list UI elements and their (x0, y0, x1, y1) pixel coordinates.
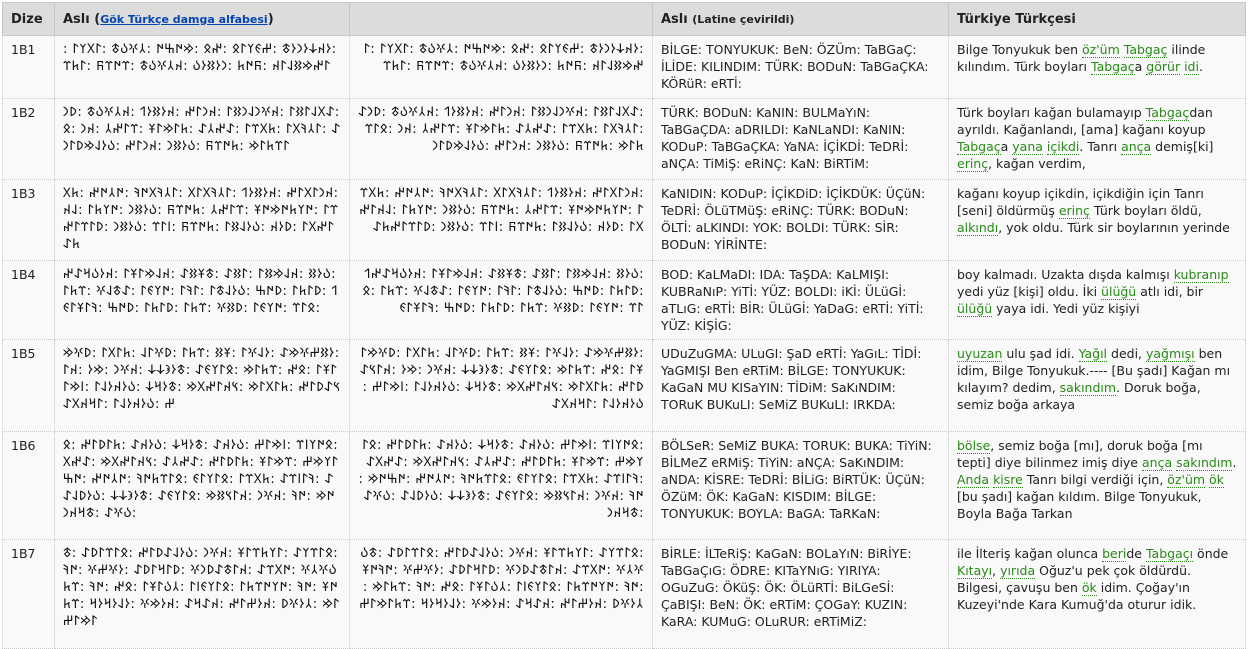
turkish-translation-cell (949, 340, 1246, 432)
translation-fragment: Türk boyları kağan bulamayıp (957, 105, 1146, 120)
latin-transcription-cell: BİRLE: İLTeRiŞ: KaGaN: BOLaYıN: BiRİYE: TaBGaÇıG: ÖDRE: KITaYNıG: YIRIYA: OGuZuG: ÖKüŞ: ÖK: ÖLüRTİ: BiLGeSİ: ÇaBIŞI: BeN: ÖK: eRTiM: ÇOGaY: KUZIN: KaRA: KUMuG: OLuRUR: eRTiMiZ: (653, 540, 949, 649)
translation-fragment: , (992, 563, 1001, 578)
row-id: 1B6 (3, 432, 55, 540)
translation-fragment: ilinde kılındım. Türk boyları (957, 42, 1206, 74)
table-row (3, 540, 1246, 649)
table-row (3, 340, 1246, 432)
glossary-link[interactable]: erinç (957, 156, 989, 171)
orkhon-text-cell-alt: :𐰋𐰇𐰠𐰾𐰼 :𐰾𐰢𐰃𐰔 :𐰉𐰆𐰴𐰀 :𐱃𐰆𐰺𐰸 :𐰉𐰆𐰴𐰀 :𐱅𐰃𐰖𐰃𐰤 :𐰋𐰃𐰠𐰢𐰔 :𐰼𐰢𐰃𐱁 :𐱅𐰃𐰖𐰃𐰤 :𐰀𐰤𐰲𐰀 :𐰽𐰴𐰃𐰤𐰓𐰢 :𐰀𐰤𐰓𐰀 :𐰚𐰃𐰾𐰼𐰀 :𐱅𐰓𐰼𐰃 :𐰋𐰃𐰠𐰃𐰏 :𐰋𐰃𐰼𐱅𐰇𐰚 :𐰇𐰲𐰇𐰤 :𐰇𐰕𐰇𐰢 :𐰇𐰚 :𐰴𐰍𐰣 :𐰴𐰃𐰽𐰑𐰢 :𐰋𐰃𐰠𐰏𐰀 :𐱃𐰆𐰪𐰸𐰸 :𐰉𐰆𐰖𐰞𐰀 :𐰉𐰍𐰀 :𐱃𐰺𐰴𐰣 (350, 432, 653, 540)
row-id: 1B4 (3, 261, 55, 340)
translation-fragment: ben idim, Bilge Tonyukuk.---- [Bu şadı] Kağan mı kılayım? dedim, (957, 346, 1231, 395)
glossary-link[interactable]: ança (1121, 139, 1152, 154)
translation-fragment: önde (1193, 546, 1229, 561)
glossary-link[interactable]: bölse (957, 438, 991, 453)
translation-fragment: boy kalmadı. Uzakta dışda kalmışı (957, 267, 1174, 282)
glossary-link[interactable]: uyuzan (957, 346, 1003, 361)
translation-fragment: kağanı koyup içikdin, içikdiğin için Tanrı [seni] öldürmüş (957, 186, 1204, 218)
turkish-translation-cell (949, 432, 1246, 540)
row-id: 1B3 (3, 180, 55, 261)
translation-fragment: yaya idi. Yedi yüz kişiyi (992, 301, 1140, 316)
glossary-link[interactable]: öz'üm (1082, 42, 1120, 57)
glossary-link[interactable]: Tabgaç (1091, 59, 1135, 74)
header-asli-orkhon: Aslı (Gök Türkçe damga alfabesi) (55, 3, 350, 36)
translation-fragment: Oğuz'u pek çok öldürdü. Bilgesi, çavuşu ben (957, 563, 1191, 595)
glossary-link[interactable]: Yağıl (1078, 346, 1108, 361)
glossary-link[interactable]: ança (1141, 455, 1173, 470)
latin-transcription-cell: BOD: KaLMaDI: IDA: TaŞDA: KaLMIŞI: KUBRaNıP: YiTİ: YÜZ: BOLDI: iKİ: ÜLüGİ: aTLıG: eRTİ: BİR: ÜLüGİ: YaDaG: eRTİ: YiTİ: YÜZ: KİŞİG: (653, 261, 949, 340)
glossary-link[interactable]: içikdi (1046, 139, 1080, 154)
orkhon-text-cell: :𐰉𐰆𐰑 :𐰴𐰞𐰢𐰑𐰃 :𐰃𐰑𐰀 :𐱃𐱁𐰑𐰀 :𐰴𐰞𐰢𐰃𐱁𐰃 :𐰴𐰆𐰉𐰺𐰀𐰤𐰯 :𐰖𐰃𐱅𐰃 :𐰖𐰇𐰕 :𐰉𐰆𐰞𐱃𐰃 :𐰃𐰚𐰃 :𐰇𐰠𐰏𐰃 :𐰀𐱃𐰞𐰍 :𐰼𐱅𐰃 :𐰋𐰃𐰼 :𐰇𐰠𐰏𐰃 :𐰖𐰑𐰍 :𐰼𐱅𐰃 :𐰖𐰃𐱅𐰃 :𐰖𐰇𐰕 :𐰚𐰃𐱁𐰃𐰏 (55, 261, 350, 340)
orkhon-text-cell-alt: :𐰆𐰴𐰸𐰆𐰣𐰆𐱃 :𐰔𐰏𐰠𐰃𐰋 :𐰤𐰋 :𐰢𐰇𐰕𐰇 :𐰲𐰍𐰉𐱃 :𐰃𐰓𐰠𐰃 :𐰃𐰤𐰢𐰑𐰞𐰃𐰴 :𐰜𐰇𐱅 :𐰣𐰆𐰑𐰆𐰉 :𐰴𐰲𐰍𐰉𐱃 :𐰼𐰇𐰼𐰜 :𐰃𐱅𐰼 (350, 36, 653, 99)
orkhon-text-cell: :𐰆𐰑𐰔𐰍𐰢𐰀 :𐰆𐰞𐰍𐰃 :𐱁𐰑 :𐰼𐱅𐰃 :𐰖𐰍𐰃𐰞 :𐱅𐰃𐰓𐰃 :𐰖𐰍𐰢𐰃𐱁𐰃 :𐰋𐰤 :𐰼𐱅𐰃𐰢 :𐰋𐰃𐰠𐰏𐰀 :𐱃𐰆𐰪𐰸𐰸 :𐰴𐰍𐰣 :𐰢𐰆 :𐰴𐰃𐰽𐰀𐰖𐰃𐰤 :𐱅𐰃𐰓𐰃𐰢 :𐰽𐰴𐰃𐰤𐰓𐰢 :𐱃𐰆𐰺𐰸 :𐰉𐰆𐰴𐰆𐰞𐰃 :𐰾𐰢𐰃𐰔 :𐰉𐰆𐰴𐰆𐰞𐰃 :𐰃𐰺𐰴𐰓𐰀 (55, 340, 350, 432)
glossary-link[interactable]: Tabgaç (1145, 105, 1190, 120)
translation-fragment: . (1232, 455, 1237, 470)
latin-transcription-cell: BÖLSeR: SeMiZ BUKA: TORUK: BUKA: TiYiN: BİLMeZ eRMiŞ: TiYiN: aNÇA: SaKıNDIM: aNDA: KİSRE: TeDRİ: BİLiG: BiRTÜK: ÜÇüN: ÖZüM: ÖK: KaGaN: KISDIM: BİLGE: TONYUKUK: BOYLA: BaGA: TaRKaN: (653, 432, 949, 540)
header-asli-orkhon-2 (350, 3, 653, 36)
glossary-link[interactable]: ök (1209, 472, 1224, 487)
glossary-link[interactable]: ülüğü (957, 301, 993, 316)
latin-transcription-cell: BİLGE: TONYUKUK: BeN: ÖZÜm: TaBGaÇ: İLİDE: KILINDIM: TÜRK: BODuN: TaBGaÇKA: KÖRüR: eRTİ: (653, 36, 949, 99)
translation-fragment: , kağan verdim, (988, 156, 1086, 171)
translation-fragment: demiş[ki] (1151, 139, 1214, 154)
translation-fragment: [bu şadı] kağan kıldım. Bilge Tonyukuk, Boyla Bağa Tarkan (957, 489, 1202, 521)
turkish-translation-cell (949, 36, 1246, 99)
turkish-translation-cell (949, 99, 1246, 180)
orkhon-text-cell-alt: :𐰀𐰓𐰞𐰃𐰑𐰃 :𐰴𐰍𐰣𐰞𐰣𐰑𐰃 :𐰴𐰣𐰃𐰤 :𐰴𐰆𐰑𐰆𐰯 :𐰴𐰲𐰍𐰉𐱃 :𐰖𐰣𐰀 :𐰃𐰲𐰚𐰓𐰃 :𐱅𐰓𐰼𐰃 :𐰀𐰤𐰲𐰀 :𐱅𐰃𐰢𐰃𐱁 :𐰼𐰃𐰤𐰲 :𐰴𐰣 :𐰋𐰃𐰼𐱅𐰃𐰢 :𐱅𐰇𐰼𐰜 :𐰉𐰆𐰑𐰣 :𐰴𐰣𐰃𐰤 :𐰉𐰆𐰞𐰢𐰖𐰃𐰣 (350, 99, 653, 180)
table-row (3, 261, 1246, 340)
latin-transcription-cell: TÜRK: BODuN: KaNIN: BULMaYıN: TaBGaÇDA: aDRILDI: KaNLaNDI: KaNIN: KODuP: TaBGaÇKA: YaNA: İÇİKDİ: TeDRİ: aNÇA: TiMiŞ: eRiNÇ: KaN: BiRTiM: (653, 99, 949, 180)
glossary-link[interactable]: sakındım (1059, 380, 1117, 395)
glossary-link[interactable]: ülüğü (1101, 284, 1137, 299)
translation-fragment: a (1000, 139, 1013, 154)
glossary-link[interactable]: kisre (993, 472, 1023, 487)
orkhon-text-cell: :𐰋𐰃𐰼𐰠𐰀 :𐰃𐰠𐱅𐰼𐰃𐱁 :𐰴𐰍𐰣 :𐰉𐰆𐰞𐰀𐰖𐰃𐰤 :𐰋𐰃𐰼𐰃𐰖𐰀 :𐱃𐰉𐰍𐰲𐰍 :𐰇𐰓𐰼𐰀 :𐰴𐰃𐱃𐰀𐰖𐰣𐰍 :𐰖𐰃𐰺𐰃𐰖𐰀 :𐰆𐰍𐰔𐰍 :𐰇𐰚𐰇𐱁 :𐰇𐰚 :𐰇𐰠𐰇𐰼𐱅𐰃 :𐰋𐰃𐰠𐰏𐰾𐰃 :𐰲𐰉𐰃𐱁𐰃 :𐰋𐰤 :𐰇𐰚 :𐰼𐱅𐰃𐰢 :𐰲𐰆𐰍𐰖 :𐰴𐰆𐰔𐰃𐰤 :𐰴𐰀𐰺𐰀 :𐰴𐰆𐰢𐰍 :𐰆𐰞𐰆𐰺𐰆𐰺 :𐰼𐱅𐰃𐰢𐰃𐰔 (55, 540, 350, 649)
translation-fragment: dan ayrıldı. Kağanlandı, [ama] kağanı koyup (957, 105, 1213, 137)
translation-fragment: idim. Çoğay'ın Kuzeyi'nde Kara Kumuğ'da oturur idik. (957, 580, 1197, 612)
glossary-link[interactable]: Anda (957, 472, 990, 487)
glossary-link[interactable]: idi (1184, 59, 1199, 74)
orkhon-text-cell-alt: :𐰋𐰃𐰼𐰠𐰀 :𐰃𐰠𐱅𐰼𐰃𐱁 :𐰴𐰍𐰣 :𐰉𐰆𐰞𐰀𐰖𐰃𐰤 :𐰋𐰃𐰼𐰃𐰖𐰀 :𐱃𐰉𐰍𐰲𐰍 :𐰇𐰓𐰼𐰀 :𐰴𐰃𐱃𐰀𐰖𐰣𐰍 :𐰖𐰃𐰺𐰃𐰖𐰀 :𐰆𐰍𐰔𐰍 :𐰇𐰚𐰇𐱁 :𐰇𐰚 :𐰇𐰠𐰇𐰼𐱅𐰃 :𐰋𐰃𐰠𐰏𐰾𐰃 :𐰲𐰉𐰃𐱁𐰃 :𐰋𐰤 :𐰇𐰚 :𐰼𐱅𐰃𐰢 :𐰲𐰆𐰍𐰖 :𐰴𐰆𐰔𐰃𐰤 :𐰴𐰀𐰺𐰀 :𐰴𐰆𐰢𐰍 :𐰆𐰞𐰆𐰺𐰆𐰺 :𐰼𐱅𐰃𐰢𐰃𐰔 (350, 540, 653, 649)
glossary-link[interactable]: beri (1102, 546, 1127, 561)
glossary-link[interactable]: Tabgaç (957, 139, 1001, 154)
translation-fragment: atlı idi, bir (1136, 284, 1204, 299)
translation-fragment: . (1198, 59, 1203, 74)
translation-fragment: ulu şad idi. (1002, 346, 1079, 361)
table-row (3, 36, 1246, 99)
glossary-link[interactable]: yana (1012, 139, 1043, 154)
glossary-link[interactable]: yırıda (1000, 563, 1036, 578)
row-id: 1B5 (3, 340, 55, 432)
translation-fragment: , yok oldu. Türk sir boylarının yerinde (998, 220, 1230, 235)
orkhon-text-cell-alt: :𐰴𐰣𐰃𐰓𐰃𐰤 :𐰴𐰆𐰑𐰆𐰯 :𐰃𐰲𐰚𐰓𐰃𐰓 :𐰃𐰲𐰚𐰓𐰇𐰚 :𐰇𐰲𐰇𐰤 :𐱅𐰓𐰼𐰃 :𐰇𐰠𐱅𐰇𐰢𐰇𐱁 :𐰼𐰃𐰤𐰲 :𐱅𐰇𐰼𐰜 :𐰉𐰆𐰑𐰣 :𐰇𐰠𐱅𐰃 :𐰞𐰴𐰃𐰤𐰓𐰃 :𐰖𐰆𐰴 :𐰉𐰆𐰞𐰑𐰃 :𐱅𐰇𐰼𐰜 :𐰾𐰃𐰼 :𐰉𐰆𐰑𐰣 :𐰖𐰃𐰼𐰃𐰤𐱅𐰀 (350, 180, 653, 261)
header-asli-latin-label: Aslı (661, 11, 688, 27)
translation-fragment: Türk boyları öldü, (1089, 203, 1202, 218)
glossary-link[interactable]: sakındım (1176, 455, 1233, 470)
glossary-link[interactable]: kubranıp (1173, 267, 1229, 282)
glossary-link[interactable]: erinç (1058, 203, 1090, 218)
glossary-link[interactable]: ök (1081, 580, 1097, 595)
table-header-row (3, 3, 1246, 36)
table-row (3, 180, 1246, 261)
turkish-translation-cell (949, 180, 1246, 261)
translation-fragment: de (1126, 546, 1146, 561)
row-id: 1B7 (3, 540, 55, 649)
translation-fragment: ile İlteriş kağan olunca (957, 546, 1103, 561)
header-asli-latin (653, 3, 949, 36)
header-turkiye-turkcesi: Türkiye Türkçesi (949, 3, 1246, 36)
turkish-translation-cell (949, 261, 1246, 340)
translation-fragment: Tanrı bilgi verdiği için, (1022, 472, 1168, 487)
inscription-table (2, 2, 1246, 649)
orkhon-text-cell: :𐰀𐰓𐰞𐰃𐰑𐰃 :𐰴𐰍𐰣𐰞𐰣𐰑𐰃 :𐰴𐰣𐰃𐰤 :𐰴𐰆𐰑𐰆𐰯 :𐰴𐰲𐰍𐰉𐱃 :𐰖𐰣𐰀 :𐰃𐰲𐰚𐰓𐰃 :𐱅𐰓𐰼𐰃 :𐰀𐰤𐰲𐰀 :𐱅𐰃𐰢𐰃𐱁 :𐰼𐰃𐰤𐰲 :𐰴𐰣 :𐰋𐰃𐰼𐱅𐰃𐰢 :𐱅𐰇𐰼𐰜 :𐰉𐰆𐰑𐰣 :𐰴𐰣𐰃𐰤 :𐰉𐰆𐰞𐰢𐰖𐰃𐰣 (55, 99, 350, 180)
translation-fragment: Bilge Tonyukuk ben (957, 42, 1083, 57)
translation-fragment: . Doruk boğa, semiz boğa arkaya (957, 380, 1201, 412)
row-id: 1B2 (3, 99, 55, 180)
glossary-link[interactable]: görür (1146, 59, 1181, 74)
glossary-link[interactable]: öz'üm (1167, 472, 1206, 487)
orkhon-text-cell-alt: :𐰆𐰑𐰔𐰍𐰢𐰀 :𐰆𐰞𐰍𐰃 :𐱁𐰑 :𐰼𐱅𐰃 :𐰖𐰍𐰃𐰞 :𐱅𐰃𐰓𐰃 :𐰖𐰍𐰢𐰃𐱁𐰃 :𐰋𐰤 :𐰼𐱅𐰃𐰢 :𐰋𐰃𐰠𐰏𐰀 :𐱃𐰆𐰪𐰸𐰸 :𐰴𐰍𐰣 :𐰢𐰆 :𐰴𐰃𐰽𐰀𐰖𐰃𐰤 :𐱅𐰃𐰓𐰃𐰢 :𐰽𐰴𐰃𐰤𐰓𐰢 :𐱃𐰆𐰺𐰸 :𐰉𐰆𐰴𐰆𐰞𐰃 :𐰾𐰢𐰃𐰔 :𐰉𐰆𐰴𐰆𐰞𐰃 :𐰃𐰺𐰴𐰓𐰀 (350, 340, 653, 432)
orkhon-text-cell: :𐰴𐰣𐰃𐰓𐰃𐰤 :𐰴𐰆𐰑𐰆𐰯 :𐰃𐰲𐰚𐰓𐰃𐰓 :𐰃𐰲𐰚𐰓𐰇𐰚 :𐰇𐰲𐰇𐰤 :𐱅𐰓𐰼𐰃 :𐰇𐰠𐱅𐰇𐰢𐰇𐱁 :𐰼𐰃𐰤𐰲 :𐱅𐰇𐰼𐰜 :𐰉𐰆𐰑𐰣 :𐰇𐰠𐱅𐰃 :𐰞𐰴𐰃𐰤𐰓𐰃 :𐰖𐰆𐰴 :𐰉𐰆𐰞𐰑𐰃 :𐱅𐰇𐰼𐰜 :𐰾𐰃𐰼 :𐰉𐰆𐰑𐰣 :𐰖𐰃𐰼𐰃𐰤𐱅𐰀 (55, 180, 350, 261)
translation-fragment: yedi yüz [kişi] oldu. İki (957, 284, 1102, 299)
translation-fragment: dedi, (1107, 346, 1146, 361)
translation-fragment: . Tanrı (1079, 139, 1122, 154)
orkhon-text-cell-alt: :𐰉𐰆𐰑 :𐰴𐰞𐰢𐰑𐰃 :𐰃𐰑𐰀 :𐱃𐱁𐰑𐰀 :𐰴𐰞𐰢𐰃𐱁𐰃 :𐰴𐰆𐰉𐰺𐰀𐰤𐰯 :𐰖𐰃𐱅𐰃 :𐰖𐰇𐰕 :𐰉𐰆𐰞𐱃𐰃 :𐰃𐰚𐰃 :𐰇𐰠𐰏𐰃 :𐰀𐱃𐰞𐰍 :𐰼𐱅𐰃 :𐰋𐰃𐰼 :𐰇𐰠𐰏𐰃 :𐰖𐰑𐰍 :𐰼𐱅𐰃 :𐰖𐰃𐱅𐰃 :𐰖𐰇𐰕 :𐰚𐰃𐱁𐰃𐰏 (350, 261, 653, 340)
latin-transcription-cell: UDuZuGMA: ULuGI: ŞaD eRTİ: YaGıL: TİDİ: YaGMIŞI Ben eRTiM: BİLGE: TONYUKUK: KaGaN MU KISaYIN: TİDiM: SaKıNDIM: TORuK BUKuLI: SeMiZ BUKuLI: IRKDA: (653, 340, 949, 432)
glossary-link[interactable]: yağmışı (1145, 346, 1195, 361)
row-id: 1B1 (3, 36, 55, 99)
glossary-link[interactable]: Tabgaç (1123, 42, 1168, 57)
latin-transcription-cell: KaNIDIN: KODuP: İÇİKDiD: İÇİKDÜK: ÜÇüN: TeDRİ: ÖLüTMüŞ: eRiNÇ: TÜRK: BODuN: ÖLTİ: aLKINDI: YOK: BOLDI: TÜRK: SİR: BODuN: YİRİNTE: (653, 180, 949, 261)
translation-fragment: , semiz boğa [mı], doruk boğa [mı tepti] diye bilinmez imiş diye (957, 438, 1203, 470)
turkish-translation-cell (949, 540, 1246, 649)
glossary-link[interactable]: alkındı (957, 220, 999, 235)
translation-fragment: a (1134, 59, 1147, 74)
glossary-link[interactable]: Tabgaçı (1145, 546, 1194, 561)
table-row (3, 99, 1246, 180)
orkhon-text-cell: :𐰆𐰴𐰸𐰆𐰣𐰆𐱃 :𐰔𐰏𐰠𐰃𐰋 :𐰤𐰋 :𐰢𐰇𐰕𐰇 :𐰲𐰍𐰉𐱃 :𐰃𐰓𐰠𐰃 :𐰃𐰤𐰢𐰑𐰞𐰃𐰴 :𐰜𐰇𐱅 :𐰣𐰆𐰑𐰆𐰉 :𐰴𐰲𐰍𐰉𐱃 :𐰼𐰇𐰼𐰜 :𐰃𐱅𐰼 (55, 36, 350, 99)
table-row (3, 432, 1246, 540)
header-dize: Dize (3, 3, 55, 36)
header-asli-label: Aslı (63, 11, 90, 27)
gokturk-alphabet-link[interactable]: Gök Türkçe damga alfabesi (100, 12, 268, 26)
orkhon-text-cell: :𐰋𐰇𐰠𐰾𐰼 :𐰾𐰢𐰃𐰔 :𐰉𐰆𐰴𐰀 :𐱃𐰆𐰺𐰸 :𐰉𐰆𐰴𐰀 :𐱅𐰃𐰖𐰃𐰤 :𐰋𐰃𐰠𐰢𐰔 :𐰼𐰢𐰃𐱁 :𐱅𐰃𐰖𐰃𐰤 :𐰀𐰤𐰲𐰀 :𐰽𐰴𐰃𐰤𐰓𐰢 :𐰀𐰤𐰓𐰀 :𐰚𐰃𐰾𐰼𐰀 :𐱅𐰓𐰼𐰃 :𐰋𐰃𐰠𐰃𐰏 :𐰋𐰃𐰼𐱅𐰇𐰚 :𐰇𐰲𐰇𐰤 :𐰇𐰕𐰇𐰢 :𐰇𐰚 :𐰴𐰍𐰣 :𐰴𐰃𐰽𐰑𐰢 :𐰋𐰃𐰠𐰏𐰀 :𐱃𐰆𐰪𐰸𐰸 :𐰉𐰆𐰖𐰞𐰀 :𐰉𐰍𐰀 :𐱃𐰺𐰴𐰣 (55, 432, 350, 540)
header-asli-latin-note: (Latine çevirildi) (692, 12, 795, 26)
glossary-link[interactable]: Kıtayı (957, 563, 993, 578)
